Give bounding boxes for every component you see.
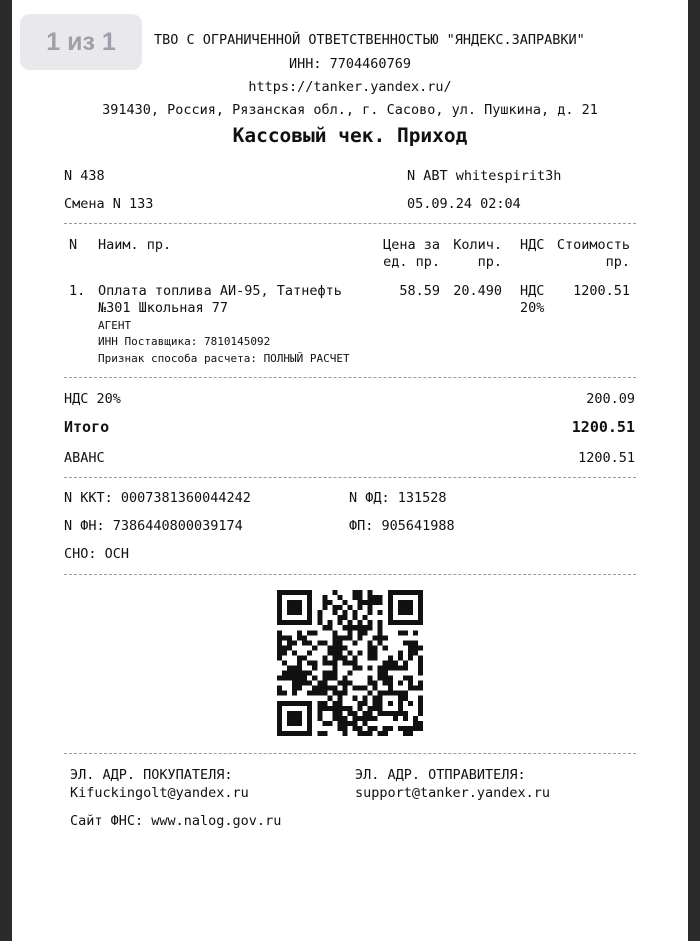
col-header-cost-2: пр. [605,254,630,270]
divider [64,223,636,224]
item-payment-method: Признак способа расчета: ПОЛНЫЙ РАСЧЕТ [98,352,350,365]
item-cost: 1200.51 [573,283,630,299]
fn-number: N ФН: 7386440800039174 [64,518,243,534]
org-inn: ИНН: 7704460769 [289,56,411,72]
receipt-datetime: 05.09.24 02:04 [407,196,521,212]
col-header-price: Цена за [383,237,440,253]
col-header-n: N [69,237,78,253]
item-name-2: №301 Школьная 77 [98,300,229,316]
col-header-name: Наим. пр. [98,237,172,253]
buyer-email[interactable]: Kifuckingolt@yandex.ru [70,785,249,801]
item-qty: 20.490 [453,283,502,299]
item-name: Оплата топлива АИ-95, Татнефть [98,283,342,299]
fns-site-link[interactable]: Сайт ФНС: www.nalog.gov.ru [70,813,282,829]
divider [64,477,636,478]
machine-number: N АВТ whitespirit3h [407,168,562,184]
fd-number: N ФД: 131528 [349,490,447,506]
col-header-vat: НДС [520,237,545,253]
advance-label: АВАНС [64,450,105,466]
tax-system: СНО: ОСН [64,546,130,562]
col-header-qty-2: пр. [477,254,502,270]
vat-total-value: 200.09 [586,391,635,407]
org-address: 391430, Россия, Рязанская обл., г. Сасово, ул. Пушкина, д. 21 [102,102,598,118]
kkt-number: N ККТ: 0007381360044242 [64,490,251,506]
row-number: 1. [69,283,86,299]
grand-total-value: 1200.51 [571,418,635,436]
sender-email-label: ЭЛ. АДР. ОТПРАВИТЕЛЯ: [355,767,526,783]
page-indicator: 1 из 1 [20,14,142,70]
divider [64,753,636,754]
receipt-title: Кассовый чек. Приход [232,124,468,147]
vat-total-label: НДС 20% [64,391,121,407]
fp-number: ФП: 905641988 [349,518,455,534]
col-header-cost: Стоимость [556,237,630,253]
divider [64,377,636,378]
qr-code [277,590,423,736]
divider [64,574,636,575]
item-vat: НДС [520,283,545,299]
advance-value: 1200.51 [578,450,635,466]
shift-number: Смена N 133 [64,196,154,212]
item-price: 58.59 [399,283,440,299]
item-agent: АГЕНТ [98,319,132,332]
col-header-qty: Колич. [453,237,502,253]
buyer-email-label: ЭЛ. АДР. ПОКУПАТЕЛЯ: [70,767,233,783]
receipt-page [12,0,688,941]
col-header-price-2: ед. пр. [383,254,440,270]
sender-email[interactable]: support@tanker.yandex.ru [355,785,551,801]
org-site-link[interactable]: https://tanker.yandex.ru/ [248,79,452,95]
org-name: ТВО С ОГРАНИЧЕННОЙ ОТВЕТСТВЕННОСТЬЮ "ЯНДЕКС.ЗАПРАВКИ" [154,32,585,48]
item-vat-rate: 20% [520,300,545,316]
receipt-number: N 438 [64,168,105,184]
grand-total-label: Итого [64,418,110,436]
item-supplier-inn: ИНН Поставщика: 7810145092 [98,335,271,348]
